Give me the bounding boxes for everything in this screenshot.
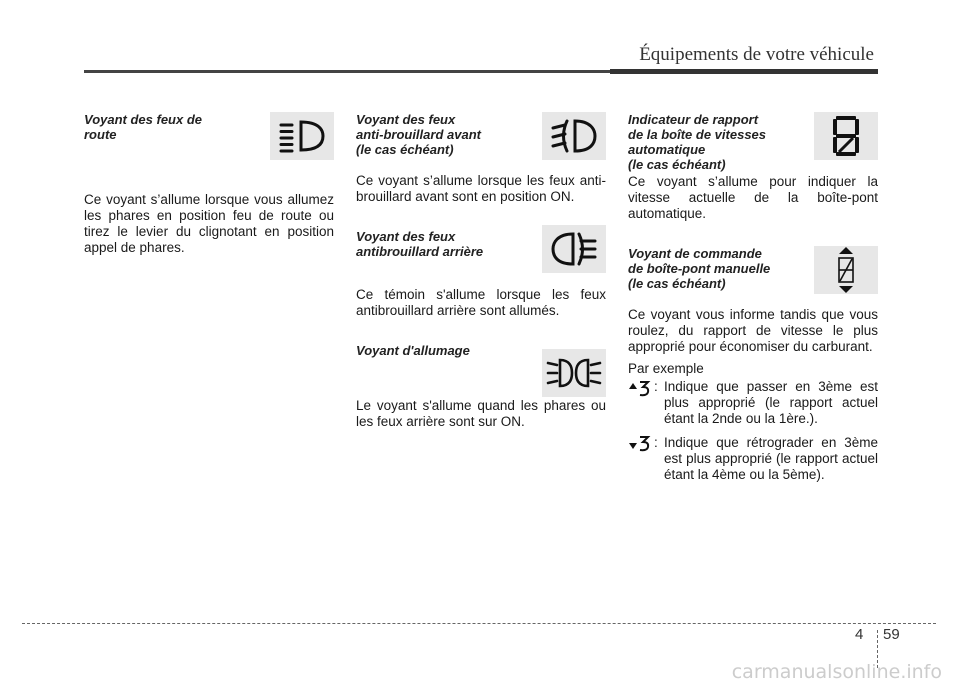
column-1 — [84, 112, 334, 256]
shift-indicator-icon — [814, 246, 878, 294]
position-lights-icon — [542, 349, 606, 397]
example-label: Par exemple — [628, 361, 704, 376]
front-fog-heading-line: Voyant des feux — [356, 112, 456, 127]
front-fog-entry — [356, 112, 606, 205]
gear-indicator-heading — [628, 112, 778, 172]
front-fog-heading-line: (le cas échéant) — [356, 142, 454, 157]
gear-indicator-heading-line: automatique — [628, 142, 706, 157]
front-fog-heading-line: anti-brouillard avant — [356, 127, 481, 142]
high-beam-icon — [270, 112, 334, 160]
section-title: Équipements de votre véhicule — [639, 44, 874, 65]
gear-indicator-entry — [628, 112, 878, 222]
front-fog-text: Ce voyant s’allume lorsque les feux anti-brouillard avant sont en position ON. — [356, 173, 606, 204]
high-beam-text: Ce voyant s’allume lorsque vous allumez les phares en position feu de route ou tirez le levier du clignotant en position appel de phares. — [84, 192, 334, 255]
gear-indicator-heading-line: (le cas échéant) — [628, 157, 726, 172]
lights-on-heading: Voyant d'allumage — [356, 343, 470, 358]
column-2 — [356, 112, 606, 430]
gear-indicator-text: Ce voyant s’allume pour indiquer la vitesse actuelle de la boîte-pont automatique. — [628, 174, 878, 221]
front-fog-heading — [356, 112, 506, 157]
page-number: 59 — [883, 626, 900, 643]
example-colon: : — [654, 435, 658, 450]
front-fog-icon — [542, 112, 606, 160]
rear-fog-heading-line: Voyant des feux — [356, 229, 456, 244]
lights-on-text: Le voyant s'allume quand les phares ou les feux arrière sont sur ON. — [356, 398, 606, 429]
example-colon: : — [654, 379, 658, 394]
rear-fog-text: Ce témoin s'allume lorsque les feux antibrouillard arrière sont allumés. — [356, 287, 606, 318]
upshift-3-icon — [628, 379, 654, 427]
rear-fog-heading-line: antibrouillard arrière — [356, 244, 484, 259]
rear-fog-heading — [356, 229, 506, 259]
high-beam-entry — [84, 112, 334, 256]
shift-indicator-heading — [628, 246, 778, 291]
rear-fog-entry — [356, 229, 606, 319]
watermark: carmanualsonline.info — [731, 661, 942, 683]
example-text: Indique que passer en 3ème est plus approprié (le rapport actuel étant la 2nde ou la 1ère.). — [664, 379, 878, 426]
example-row — [628, 379, 878, 427]
gear-indicator-heading-line: Indicateur de rapport — [628, 112, 759, 127]
example-row — [628, 435, 878, 483]
rear-fog-icon — [542, 225, 606, 273]
example-text: Indique que rétrograder en 3ème est plus approprié (le rapport actuel étant la 4ème ou la 5ème). — [664, 435, 878, 482]
header-rule-accent — [610, 69, 878, 74]
shift-indicator-entry — [628, 246, 878, 483]
gear-indicator-heading-line: de la boîte de vitesses — [628, 127, 767, 142]
shift-indicator-heading-line: Voyant de commande — [628, 246, 762, 261]
shift-indicator-heading-line: (le cas échéant) — [628, 276, 726, 291]
shift-indicator-heading-line: de boîte-pont manuelle — [628, 261, 771, 276]
high-beam-heading: Voyant des feux de route — [84, 112, 202, 142]
column-3 — [628, 112, 878, 483]
chapter-number: 4 — [855, 626, 864, 643]
footer-rule — [22, 623, 936, 624]
shift-indicator-text: Ce voyant vous informe tandis que vous roulez, du rapport de vitesse le plus approprié pour économiser du carburant. — [628, 307, 878, 354]
lights-on-entry — [356, 343, 606, 430]
downshift-3-icon — [628, 435, 654, 483]
gear-display-icon — [814, 112, 878, 160]
